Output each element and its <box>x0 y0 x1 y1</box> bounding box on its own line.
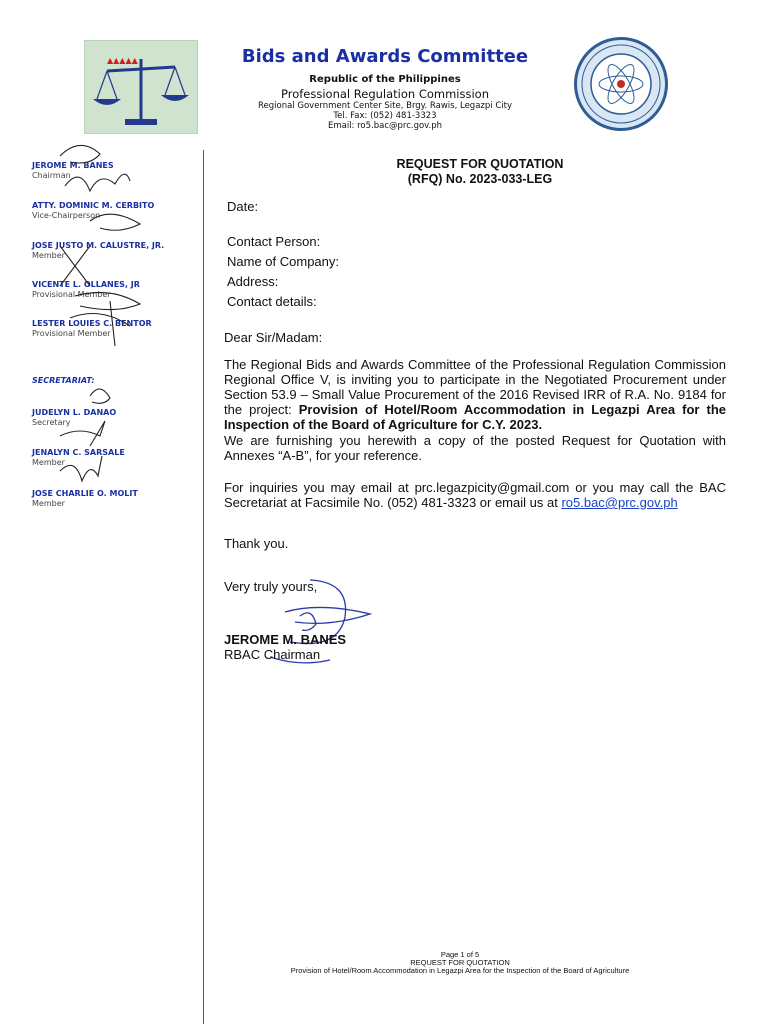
prc-seal <box>574 37 668 131</box>
closing-text: Very truly yours, <box>224 579 318 594</box>
secretariat-name: JUDELYN L. DANAO <box>32 408 117 417</box>
member-name: VICENTE L. OLLANES, JR <box>32 280 140 289</box>
salutation: Dear Sir/Madam: <box>224 330 323 345</box>
member-name: JOSE JUSTO M. CALUSTRE, JR. <box>32 241 165 250</box>
inquiry-paragraph <box>224 480 726 510</box>
signature-danao <box>90 389 110 403</box>
member-role: Provisional Member <box>32 329 111 338</box>
member-name: ATTY. DOMINIC M. CERBITO <box>32 201 155 210</box>
rfq-heading: REQUEST FOR QUOTATION <box>396 157 564 171</box>
member-role: Vice-Chairperson <box>32 211 101 220</box>
invitation-paragraph <box>224 357 726 432</box>
rfq-title <box>330 157 630 187</box>
member-name: JEROME M. BANES <box>32 161 114 170</box>
thanks-text: Thank you. <box>224 536 289 551</box>
email-line: Email: ro5.bac@prc.gov.ph <box>327 121 443 131</box>
secretariat-label: SECRETARIAT: <box>32 376 95 385</box>
inquiry-text: For inquiries you may email at prc.legazpicity@gmail.com or you may call the BAC Secretariat at Facsimile No. (052) 481-3323 or email us at <box>224 480 726 510</box>
bac-logo <box>84 40 198 134</box>
footer-project: Provision of Hotel/Room Accommodation in Legazpi Area for the Inspection of the Board of Agriculture <box>290 966 630 975</box>
signer-name: JEROME M. BANES <box>224 632 347 647</box>
signature-molit <box>60 456 102 481</box>
footer-page: Page 1 of 5 <box>440 950 480 959</box>
secretariat-name: JOSE CHARLIE O. MOLIT <box>32 489 138 498</box>
member-name: LESTER LOUIES C. BENTOR <box>32 319 152 328</box>
contact-person-label: Contact Person: <box>227 234 321 249</box>
secretariat-role: Secretary <box>32 418 71 427</box>
scales-of-justice-icon <box>85 41 197 133</box>
member-role: Chairman <box>32 171 71 180</box>
committee-title: Bids and Awards Committee <box>241 46 529 67</box>
sidebar-divider <box>203 150 204 1024</box>
telfax-line: Tel. Fax: (052) 481-3323 <box>333 111 437 121</box>
rfq-number: (RFQ) No. 2023-033-LEG <box>407 172 553 186</box>
member-role: Member <box>32 251 65 260</box>
secretariat-role: Member <box>32 458 65 467</box>
address-label: Address: <box>227 274 279 289</box>
signer-role: RBAC Chairman <box>224 647 321 662</box>
member-role: Provisional Member <box>32 290 111 299</box>
contact-details-label: Contact details: <box>227 294 317 309</box>
signature-banes-2 <box>65 174 130 191</box>
date-label: Date: <box>227 199 259 214</box>
commission-line: Professional Regulation Commission <box>281 87 489 101</box>
footer-doc: REQUEST FOR QUOTATION <box>410 958 510 967</box>
secretariat-role: Member <box>32 499 65 508</box>
address-line: Regional Government Center Site, Brgy. Rawis, Legazpi City <box>258 101 512 111</box>
secretariat-name: JENALYN C. SARSALE <box>32 448 125 457</box>
company-label: Name of Company: <box>227 254 339 269</box>
email-link[interactable]: ro5.bac@prc.gov.ph <box>561 495 678 510</box>
annex-paragraph: We are furnishing you herewith a copy of the posted Request for Quotation with Annexes “A-B”, for your reference. <box>224 433 726 463</box>
prc-seal-icon <box>577 40 665 128</box>
invitation-text: The Regional Bids and Awards Committee of the Professional Regulation Commission Regional Office V, is inviting you to participate in the Negotiated Procurement under Section 53.9 – Small Value Procurement of the 2016 Revised IRR of R.A. No. 9184 for the project: <box>224 357 726 417</box>
republic-line: Republic of the Philippines <box>309 74 461 85</box>
svg-text:▲▲▲▲▲: ▲▲▲▲▲ <box>107 56 138 65</box>
project-title: Provision of Hotel/Room Accommodation in Legazpi Area for the Inspection of the Board of Agriculture for C.Y. 2023. <box>224 402 726 432</box>
